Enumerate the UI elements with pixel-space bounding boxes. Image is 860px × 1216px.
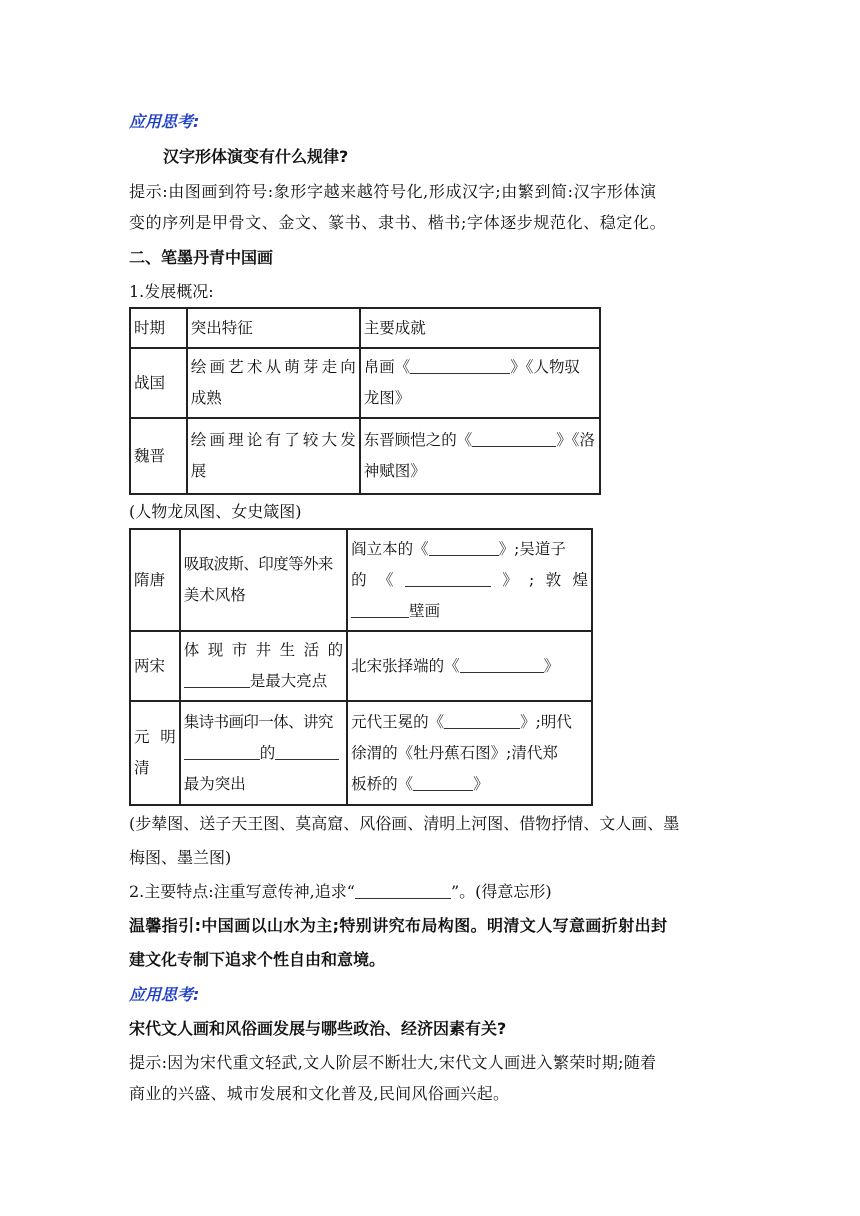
fill-blank[interactable] — [275, 743, 339, 760]
development-table-1 — [129, 307, 601, 495]
hint-1-line2: 变的序列是甲骨文、金文、篆书、隶书、楷书;字体逐步规范化、稳定化。 — [129, 213, 667, 232]
achievement-text: 阎立本的《 — [351, 539, 429, 558]
answers-2-line1: (步辇图、送子天王图、莫高窟、风俗画、清明上河图、借物抒情、文人画、墨 — [129, 814, 680, 833]
feature-text: 的 — [259, 743, 276, 762]
question-2: 宋代文人画和风俗画发展与哪些政治、经济因素有关? — [129, 1019, 507, 1038]
feature-text: 美术风格 — [183, 586, 246, 604]
achievement-text: 》;敦煌 — [490, 570, 588, 589]
hint-2-line1: 提示:因为宋代重文轻武,文人阶层不断壮大,宋代文人画进入繁荣时期;随着 — [129, 1053, 657, 1072]
table-row — [130, 529, 592, 631]
achievement-text: 》《人物驭 — [510, 358, 581, 376]
table-row — [130, 348, 600, 418]
section-2-title: 二、笔墨丹青中国画 — [129, 248, 274, 267]
fill-blank[interactable] — [355, 882, 451, 899]
feature-text: 绘画艺术从萌芽走向 — [190, 358, 356, 376]
achievement-cell — [360, 418, 600, 494]
achievement-text: 徐渭的《牡丹蕉石图》;清代郑 — [351, 743, 558, 762]
period-cell — [130, 701, 180, 805]
header-feature: 突出特征 — [187, 308, 360, 348]
feature-text: 最为突出 — [183, 774, 246, 793]
achievement-text: 》 — [543, 656, 560, 675]
achievement-text: 板桥的《 — [351, 774, 414, 793]
fill-blank[interactable] — [351, 601, 409, 618]
period-cell: 魏晋 — [130, 418, 187, 494]
fill-blank[interactable] — [184, 743, 260, 760]
period-cell: 战国 — [130, 348, 187, 418]
fill-blank[interactable] — [184, 671, 250, 688]
feature-text: 体现市井生活的 — [183, 641, 344, 659]
achievement-text: 元代王冕的《 — [351, 712, 445, 731]
table-row — [130, 701, 592, 805]
answers-1: (人物龙凤图、女史箴图) — [129, 502, 302, 521]
warm-tip-line2: 建文化专制下追求个性自由和意境。 — [129, 950, 386, 969]
achievement-text: 龙图》 — [363, 389, 411, 407]
achievement-text: 》;吴道子 — [498, 539, 566, 558]
table-row — [130, 631, 592, 701]
achievement-cell — [360, 348, 600, 418]
period-cell: 两宋 — [130, 631, 180, 701]
period-text: 元 明 — [134, 728, 176, 746]
development-table-2 — [129, 528, 593, 806]
feature-cell — [180, 529, 347, 631]
achievement-text: 》;明代 — [520, 712, 572, 731]
header-period: 时期 — [130, 308, 187, 348]
feature-cell — [180, 631, 347, 701]
question-1: 汉字形体演变有什么规律? — [163, 147, 349, 166]
features-text: 2.主要特点:注重写意传神,追求“ — [129, 882, 355, 901]
fill-blank[interactable] — [405, 570, 491, 587]
feature-text: 是最大亮点 — [249, 672, 328, 690]
fill-blank[interactable] — [444, 712, 520, 729]
achievement-text: 帛画《 — [363, 358, 411, 376]
period-cell: 隋唐 — [130, 529, 180, 631]
feature-text: 吸取波斯、印度等外来 — [183, 555, 333, 573]
feature-text: 绘画理论有了较大发 — [190, 431, 356, 449]
header-achievement: 主要成就 — [360, 308, 600, 348]
achievement-text: 东晋顾恺之的《 — [363, 431, 473, 449]
warm-tip-line1: 温馨指引:中国画以山水为主;特别讲究布局构图。明清文人写意画折射出封 — [129, 916, 668, 935]
table-row — [130, 418, 600, 494]
fill-blank[interactable] — [472, 430, 556, 447]
hint-1-line1: 提示:由图画到符号:象形字越来越符号化,形成汉字;由繁到简:汉字形体演 — [129, 182, 657, 201]
feature-cell — [187, 348, 360, 418]
features-text: ”。(得意忘形) — [450, 882, 552, 901]
achievement-text: 的《 — [351, 570, 405, 589]
achievement-cell — [347, 529, 592, 631]
fill-blank[interactable] — [413, 774, 473, 791]
development-title: 1.发展概况: — [129, 282, 214, 301]
achievement-cell — [347, 701, 592, 805]
feature-text: 成熟 — [190, 389, 222, 407]
main-features — [129, 882, 552, 902]
fill-blank[interactable] — [429, 539, 499, 556]
period-text: 清 — [134, 759, 150, 777]
achievement-cell — [347, 631, 592, 701]
answers-2-line2: 梅图、墨兰图) — [129, 848, 232, 867]
achievement-text: 北宋张择端的《 — [351, 656, 460, 675]
feature-text: 展 — [190, 462, 207, 480]
fill-blank[interactable] — [460, 656, 544, 673]
achievement-text: 壁画 — [409, 601, 441, 620]
apply-thinking-heading-2: 应用思考: — [129, 985, 200, 1004]
achievement-text: 》《洛 — [556, 431, 596, 449]
fill-blank[interactable] — [410, 357, 510, 374]
achievement-text: 》 — [473, 774, 489, 793]
feature-cell — [187, 418, 360, 494]
achievement-text: 神赋图》 — [363, 462, 426, 480]
feature-text: 集诗书画印一体、讲究 — [183, 712, 333, 731]
hint-2-line2: 商业的兴盛、城市发展和文化普及,民间风俗画兴起。 — [129, 1084, 510, 1103]
feature-cell — [180, 701, 347, 805]
table-header-row — [130, 308, 600, 348]
apply-thinking-heading-1: 应用思考: — [129, 112, 200, 131]
